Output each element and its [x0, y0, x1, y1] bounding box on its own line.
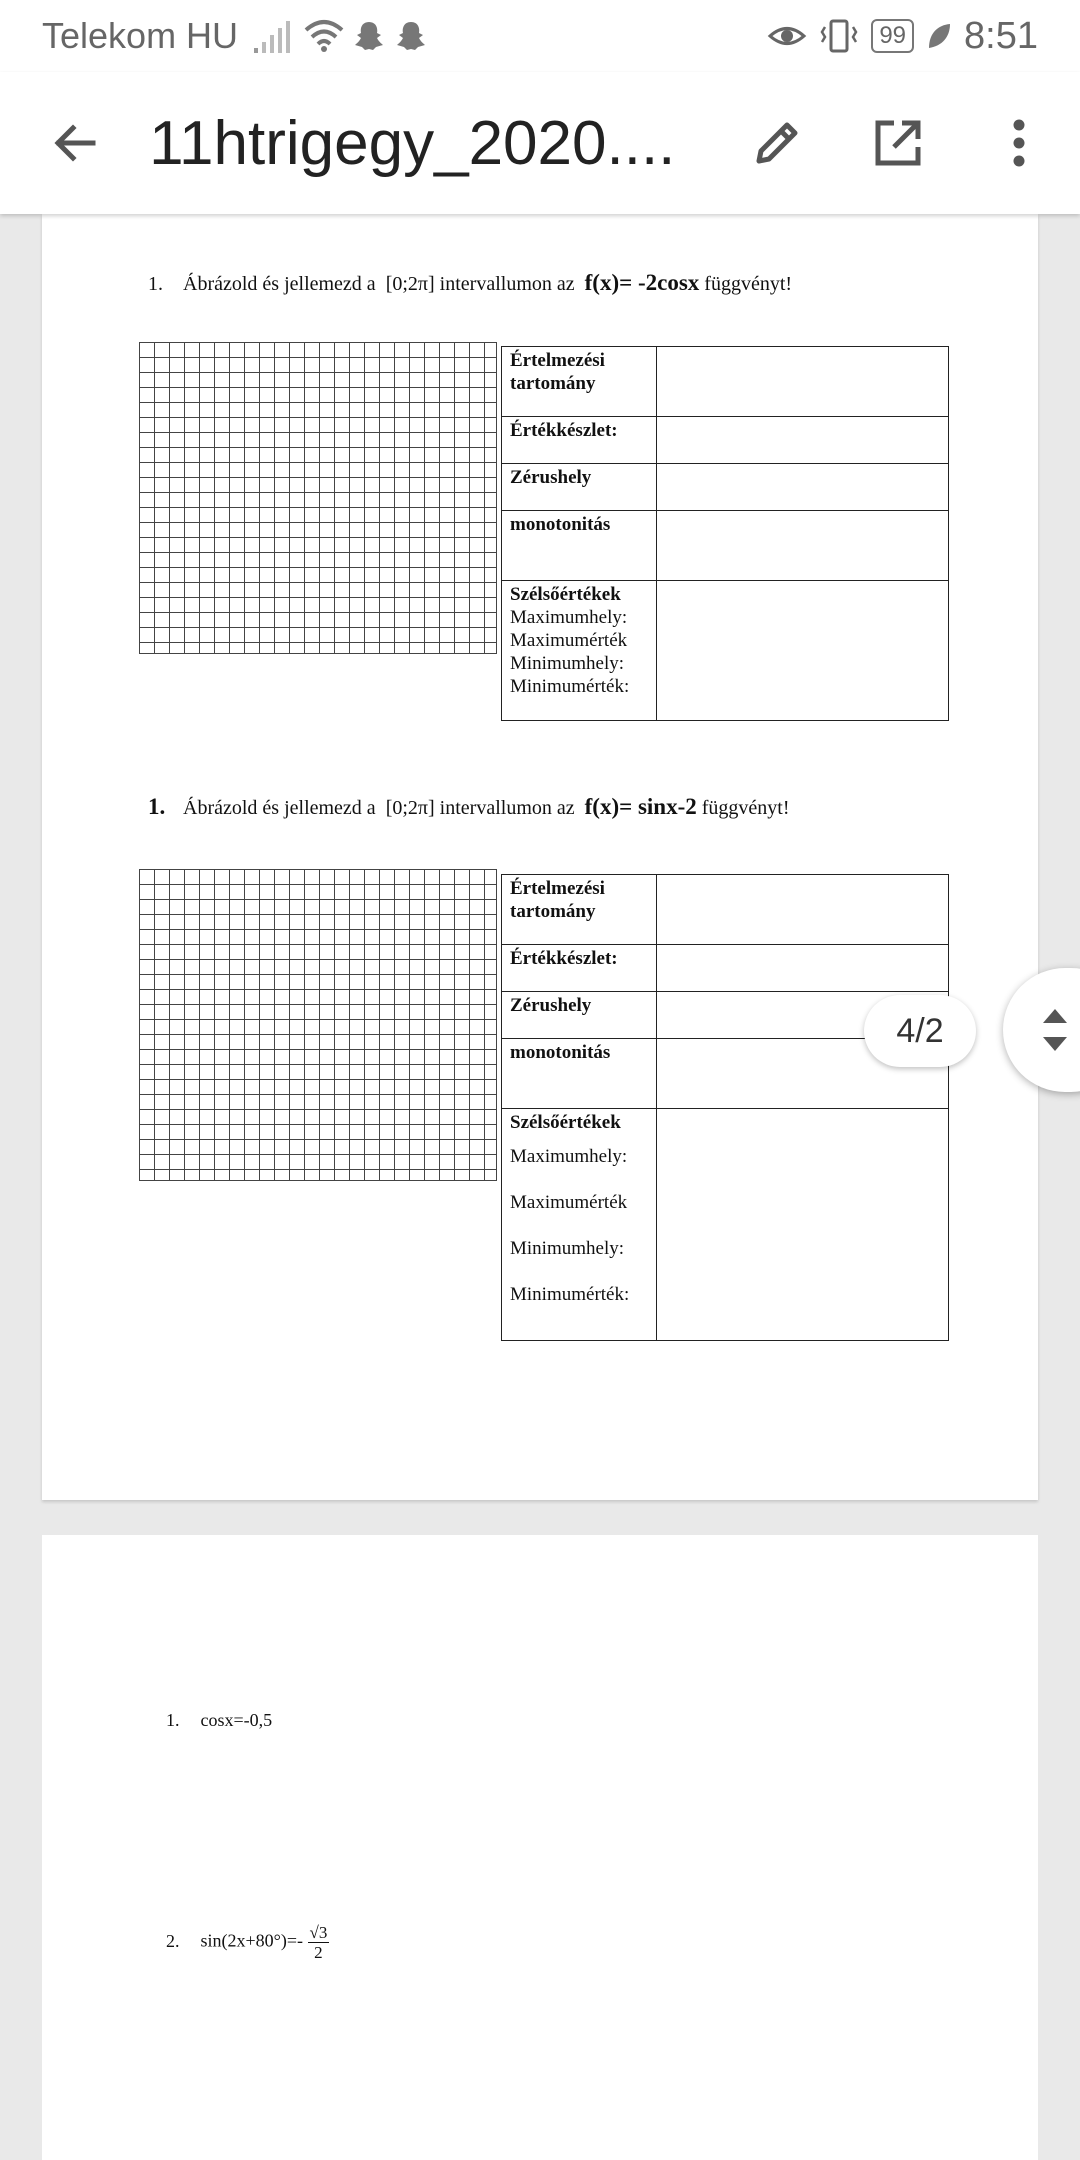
table-label-domain: Értelmezési tartomány: [502, 347, 657, 417]
table-label-monotonicity: monotonitás: [502, 1039, 657, 1109]
table-label-range: Értékkészlet:: [502, 945, 657, 992]
app-bar: [0, 72, 1080, 214]
table-label-max-value: Maximumérték: [510, 1192, 628, 1213]
table-label-domain: Értelmezési tartomány: [502, 875, 657, 945]
graph-grid-2: [139, 869, 497, 1181]
document-title: 11htrigegy_2020....: [149, 108, 676, 178]
table-label-zero: Zérushely: [502, 992, 657, 1039]
document-page-2: [42, 1535, 1038, 2160]
table-label-min-value: Minimumérték:: [510, 676, 630, 697]
table-label-extrema: Szélsőértékek: [510, 584, 621, 605]
graph-grid-1: [139, 342, 497, 654]
table-label-zero: Zérushely: [502, 464, 657, 511]
scroll-down-icon: [1043, 1037, 1067, 1051]
pencil-icon: [751, 117, 803, 169]
table-label-max-place: Maximumhely:: [510, 607, 628, 628]
back-button[interactable]: [0, 72, 149, 214]
task-2-text: 1. Ábrázold és jellemezd a [0;2π] intervallumon az f(x)= sinx-2 függvényt!: [148, 794, 790, 819]
table-answer-cell: [657, 347, 949, 417]
status-bar: [0, 0, 1080, 72]
clock: 8:51: [964, 14, 1038, 57]
open-in-new-icon: [872, 117, 924, 169]
table-label-min-place: Minimumhely:: [510, 1238, 624, 1259]
eye-comfort-icon: [767, 19, 807, 53]
battery-indicator: 99: [871, 19, 914, 53]
snapchat-icon: [352, 19, 386, 53]
table-label-extrema: Szélsőértékek: [510, 1112, 621, 1133]
table-answer-cell: [657, 1109, 949, 1341]
edit-button[interactable]: [716, 72, 837, 214]
properties-table-2: [501, 874, 949, 1341]
fraction: $\frac{√3}{2}$: [309, 1923, 328, 1962]
snapchat-icon-2: [394, 19, 428, 53]
table-label-monotonicity: monotonitás: [502, 511, 657, 581]
carrier-name: Telekom HU: [42, 15, 239, 56]
table-answer-cell: [657, 945, 949, 992]
more-vert-icon: [1009, 117, 1029, 169]
document-page-1: [42, 214, 1038, 1500]
table-label-extrema-group: [502, 1109, 657, 1341]
vibrate-icon: [819, 18, 859, 54]
task-1-text: 1. Ábrázold és jellemezd a [0;2π] intervallumon az f(x)= -2cosx függvényt!: [148, 270, 793, 295]
table-label-range: Értékkészlet:: [502, 417, 657, 464]
scroll-up-icon: [1043, 1009, 1067, 1023]
arrow-back-icon: [51, 119, 99, 167]
table-label-min-value: Minimumérték:: [510, 1284, 630, 1305]
table-answer-cell: [657, 581, 949, 721]
open-external-button[interactable]: [837, 72, 958, 214]
page-counter: 4/2: [864, 995, 976, 1067]
table-label-max-place: Maximumhely:: [510, 1146, 628, 1167]
more-options-button[interactable]: [959, 72, 1080, 214]
table-label-max-value: Maximumérték: [510, 630, 628, 651]
signal-icon: [252, 18, 296, 54]
table-answer-cell: [657, 511, 949, 581]
wifi-icon: [304, 18, 344, 54]
equation-1: 1. cosx=-0,5: [166, 1710, 273, 1730]
table-answer-cell: [657, 875, 949, 945]
table-label-extrema-group: [502, 581, 657, 721]
table-answer-cell: [657, 417, 949, 464]
equation-2: 2. sin(2x+80°)=- $\frac{√3}{2}$: [166, 1923, 328, 1962]
table-label-min-place: Minimumhely:: [510, 653, 624, 674]
table-answer-cell: [657, 464, 949, 511]
properties-table-1: [501, 346, 949, 721]
battery-saver-leaf-icon: [926, 21, 952, 51]
